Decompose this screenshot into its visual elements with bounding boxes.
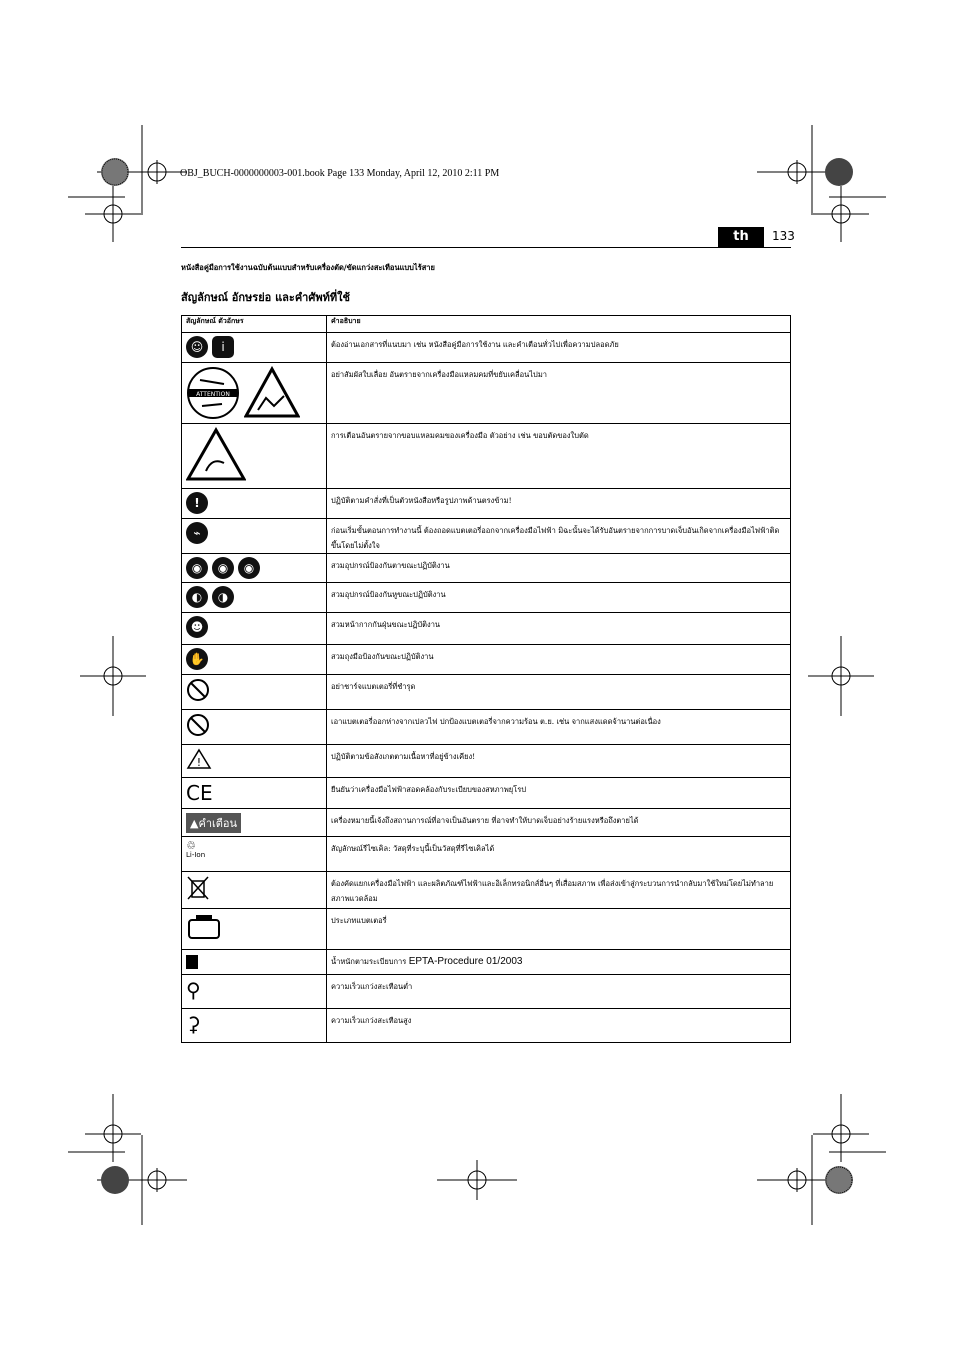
eye-protection-icon: ◉ (186, 557, 208, 579)
face-shield-icon: ◉ (212, 557, 234, 579)
row-desc: สวมอุปกรณ์ป้องกันตาขณะปฏิบัติงาน (327, 554, 791, 583)
row-desc: ก่อนเริ่มขั้นตอนการทำงานนี้ ต้องถอดแบตเตอรี่ออกจากเครื่องมือไฟฟ้า มิฉะนั้นจะได้รับอันตรายจากการบาดเจ็บอันเกิดจากเครื่องมือไฟฟ้าติดขึ้นโดยไม่ตั้งใจ (327, 519, 791, 554)
sharp-edge-warning-icon (244, 366, 300, 418)
mandatory-instruction-icon: ! (186, 492, 208, 514)
row-desc: อย่าสัมผัสใบเลื่อย อันตรายจากเครื่องมือแหลมคมที่ขยับเคลื่อนไปมา (327, 363, 791, 424)
no-charging-damaged-battery-icon (186, 678, 210, 702)
book-info: OBJ_BUCH-0000000003-001.book Page 133 Monday, April 12, 2010 2:11 PM (180, 168, 500, 179)
table-row (182, 645, 791, 675)
table-row (182, 333, 791, 363)
table-row (182, 613, 791, 645)
ear-protection-icon: ◐ (186, 586, 208, 608)
col-desc-header: คำอธิบาย (327, 316, 791, 333)
table-row (182, 424, 791, 489)
attention-blade-icon (186, 366, 240, 420)
table-row (182, 950, 791, 975)
row-desc: สวมถุงมือป้องกันขณะปฏิบัติงาน (327, 645, 791, 675)
table-row (182, 975, 791, 1009)
ear-muffs-icon: ◑ (212, 586, 234, 608)
ce-mark-icon: CE (186, 781, 213, 805)
page-number: 133 (772, 229, 795, 243)
row-desc: ความเร็วแกว่งสะเทือนต่ำ (327, 975, 791, 1009)
table-row (182, 519, 791, 554)
caution-triangle-icon (186, 748, 212, 770)
row-desc: ปฏิบัติตามข้อสังเกตตามเนื้อหาที่อยู่ข้างเคียง! (327, 745, 791, 778)
table-row (182, 675, 791, 710)
svg-text:ATTENTION: ATTENTION (196, 391, 230, 398)
weee-bin-icon (186, 875, 210, 901)
row-desc: ประเภทแบตเตอรี่ (327, 909, 791, 950)
table-row (182, 710, 791, 745)
row-desc: สัญลักษณ์รีไซเคิล: วัสดุที่ระบุนี้เป็นวัสดุที่รีไซเคิลได้ (327, 837, 791, 872)
li-ion-label: Li-Ion (186, 851, 206, 859)
weight-icon (186, 955, 198, 969)
read-manual-icon: ☺ (186, 336, 208, 358)
table-row (182, 554, 791, 583)
low-speed-cyclist-icon: ⚲ (186, 978, 201, 1002)
row-desc: สวมหน้ากากกันฝุ่นขณะปฏิบัติงาน (327, 613, 791, 645)
row-desc: ความเร็วแกว่งสะเทือนสูง (327, 1009, 791, 1043)
svg-text:!: ! (196, 756, 202, 769)
row-desc: ต้องคัดแยกเครื่องมือไฟฟ้า และผลิตภัณฑ์ไฟฟ้าและอิเล็กทรอนิกส์อื่นๆ ที่เสื่อมสภาพ เพื่อส่งเข้าสู่กระบวนการนำกลับมาใช้ใหม่โดยไม่ทำลายสภาพแวดล้อม (327, 872, 791, 909)
table-header-row (182, 316, 791, 333)
table-row (182, 745, 791, 778)
row-desc: ต้องอ่านเอกสารที่แนบมา เช่น หนังสือคู่มือการใช้งาน และคำเตือนทั่วไปเพื่อความปลอดภัย (327, 333, 791, 363)
row-desc: ปฏิบัติตามคำสั่งที่เป็นตัวหนังสือหรือรูปภาพด้านตรงข้าม! (327, 489, 791, 519)
gloves-icon: ✋ (186, 648, 208, 670)
table-row (182, 872, 791, 909)
language-tab: th (718, 227, 764, 247)
row-desc: การเตือนอันตรายจากขอบแหลมคมของเครื่องมือ ตัวอย่าง เช่น ขอบตัดของใบตัด (327, 424, 791, 489)
table-row (182, 489, 791, 519)
row-desc: เอาแบตเตอรี่ออกห่างจากเปลวไฟ ปกป้องแบตเตอรี่จากความร้อน ต.ย. เช่น จากแสงแดดจ้านานต่อเนื่อง (327, 710, 791, 745)
table-row (182, 363, 791, 424)
section-heading: สัญลักษณ์ อักษรย่อ และคำศัพท์ที่ใช้ (181, 291, 350, 304)
table-row (182, 837, 791, 872)
goggles-icon: ◉ (238, 557, 260, 579)
dust-mask-icon: ☻ (186, 616, 208, 638)
row-desc: เครื่องหมายนี้เจ้งถึงสถานการณ์ที่อาจเป็นอันตราย ที่อาจทำให้บาดเจ็บอย่างร้ายแรงหรือถึงตายได้ (327, 809, 791, 837)
header-rule (181, 247, 791, 248)
manual-book-icon: i (212, 336, 234, 358)
remove-battery-icon: ⌁ (186, 522, 208, 544)
table-row (182, 583, 791, 613)
row-desc: สวมอุปกรณ์ป้องกันหูขณะปฏิบัติงาน (327, 583, 791, 613)
row-desc: น้ำหนักตามระเบียบการ EPTA-Procedure 01/2003 (327, 950, 791, 975)
row-desc: อย่าชาร์จแบตเตอรี่ที่ชำรุด (327, 675, 791, 710)
no-fire-icon (186, 713, 210, 737)
high-speed-cyclist-icon: ⚳ (186, 1012, 201, 1036)
row-desc: ยืนยันว่าเครื่องมือไฟฟ้าสอดคล้องกับระเบียบของสหภาพยุโรป (327, 778, 791, 809)
table-row (182, 778, 791, 809)
cutting-edge-warning-icon (186, 427, 246, 481)
warning-badge: ▲คำเตือน (186, 813, 241, 833)
epta-procedure: EPTA-Procedure 01/2003 (408, 956, 523, 967)
symbols-table (181, 315, 791, 1043)
battery-pack-icon (186, 912, 222, 942)
table-row (182, 1009, 791, 1043)
table-row (182, 909, 791, 950)
recycle-icon: ♲ (186, 839, 196, 852)
document-subtitle: หนังสือคู่มือการใช้งานฉบับต้นแบบสำหรับเครื่องตัด/ขัดแกว่งสะเทือนแบบไร้สาย (181, 263, 435, 272)
col-symbol-header: สัญลักษณ์ ตัวอักษร (182, 316, 327, 333)
table-row (182, 809, 791, 837)
